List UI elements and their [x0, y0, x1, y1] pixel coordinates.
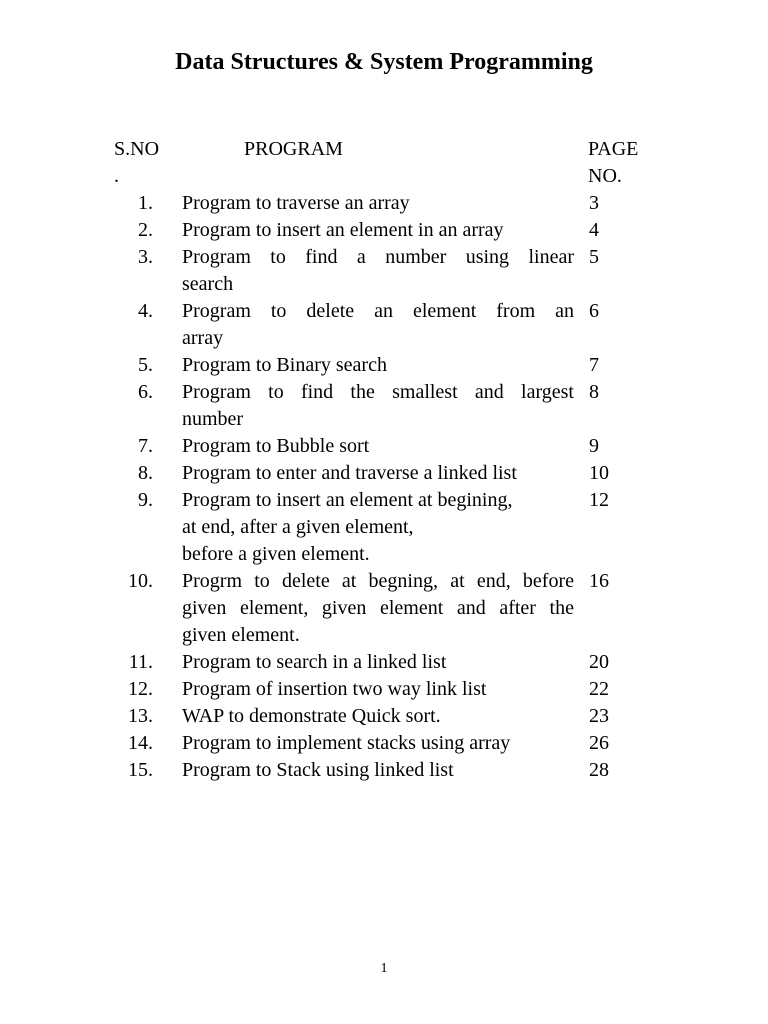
program-title-line: Program of insertion two way link list [182, 678, 487, 700]
row-page-number: 10 [589, 462, 609, 484]
row-serial-number: 12. [128, 678, 153, 700]
table-row [0, 649, 768, 676]
row-program-title [182, 568, 574, 649]
row-program-title [182, 676, 574, 703]
row-serial-number: 11. [128, 651, 153, 673]
row-page-number: 12 [589, 489, 609, 511]
program-title-line: WAP to demonstrate Quick sort. [182, 705, 441, 727]
header-page-line2: NO. [588, 165, 622, 187]
program-title-line: Program to insert an element at begining, [182, 489, 513, 511]
table-row [0, 568, 768, 649]
row-program-title [182, 757, 574, 784]
row-serial-number: 6. [138, 381, 153, 403]
table-row [0, 703, 768, 730]
row-serial-number: 3. [138, 246, 153, 268]
program-title-line: number [182, 408, 244, 430]
header-program: PROGRAM [244, 138, 343, 160]
program-title-line: Program to search in a linked list [182, 651, 447, 673]
row-page-number: 5 [589, 246, 599, 268]
page-number: 1 [380, 961, 388, 976]
row-page-number: 9 [589, 435, 599, 457]
program-title-line: before a given element. [182, 543, 370, 565]
row-page-number: 16 [589, 570, 609, 592]
program-title-line: array [182, 327, 224, 349]
table-row [0, 379, 768, 433]
header-page-line1: PAGE [588, 138, 639, 160]
table-row [0, 217, 768, 244]
table-row [0, 352, 768, 379]
row-serial-number: 15. [128, 759, 153, 781]
program-title-line: Program to Binary search [182, 354, 387, 376]
row-program-title [182, 460, 574, 487]
row-program-title [182, 649, 574, 676]
row-page-number: 8 [589, 381, 599, 403]
header-sno [114, 136, 174, 190]
program-title-line: Program to find the smallest and largest [182, 381, 574, 403]
row-program-title [182, 730, 574, 757]
program-list [0, 190, 768, 784]
table-row [0, 460, 768, 487]
row-page-number: 3 [589, 192, 599, 214]
row-serial-number: 4. [138, 300, 153, 322]
row-page-number: 7 [589, 354, 599, 376]
row-serial-number: 9. [138, 489, 153, 511]
row-program-title [182, 487, 574, 568]
table-row [0, 676, 768, 703]
row-serial-number: 8. [138, 462, 153, 484]
row-program-title [182, 217, 574, 244]
program-title-line: given element. [182, 624, 300, 646]
program-title-line: Progrm to delete at begning, at end, before [182, 570, 574, 592]
row-program-title [182, 244, 574, 298]
row-program-title [182, 379, 574, 433]
row-page-number: 23 [589, 705, 609, 727]
table-row [0, 298, 768, 352]
header-sno-line2: . [114, 165, 119, 187]
table-row [0, 190, 768, 217]
program-title-line: Program to Bubble sort [182, 435, 370, 457]
program-title-line: Program to Stack using linked list [182, 759, 454, 781]
row-page-number: 28 [589, 759, 609, 781]
program-title-line: Program to find a number using linear [182, 246, 574, 268]
program-title-line: given element, given element and after the [182, 597, 574, 619]
row-page-number: 6 [589, 300, 599, 322]
header-sno-line1: S.NO [114, 138, 160, 160]
program-title-line: Program to delete an element from an [182, 300, 574, 322]
row-serial-number: 7. [138, 435, 153, 457]
table-row [0, 730, 768, 757]
header-page-no [588, 136, 658, 190]
row-page-number: 4 [589, 219, 599, 241]
row-program-title [182, 433, 574, 460]
table-row [0, 487, 768, 568]
program-title-line: Program to implement stacks using array [182, 732, 511, 754]
program-title-line: Program to traverse an array [182, 192, 410, 214]
row-serial-number: 10. [128, 570, 153, 592]
table-row [0, 244, 768, 298]
program-title-line: Program to enter and traverse a linked list [182, 462, 517, 484]
row-serial-number: 13. [128, 705, 153, 727]
row-serial-number: 5. [138, 354, 153, 376]
row-page-number: 26 [589, 732, 609, 754]
row-page-number: 22 [589, 678, 609, 700]
row-program-title [182, 298, 574, 352]
table-row [0, 757, 768, 784]
row-program-title [182, 703, 574, 730]
row-program-title [182, 352, 574, 379]
row-program-title [182, 190, 574, 217]
row-page-number: 20 [589, 651, 609, 673]
table-header [0, 136, 768, 192]
row-serial-number: 1. [138, 192, 153, 214]
table-row [0, 433, 768, 460]
program-title-line: at end, after a given element, [182, 516, 414, 538]
program-title-line: Program to insert an element in an array [182, 219, 504, 241]
row-serial-number: 2. [138, 219, 153, 241]
page-title: Data Structures & System Programming [175, 49, 593, 75]
program-title-line: search [182, 273, 234, 295]
row-serial-number: 14. [128, 732, 153, 754]
